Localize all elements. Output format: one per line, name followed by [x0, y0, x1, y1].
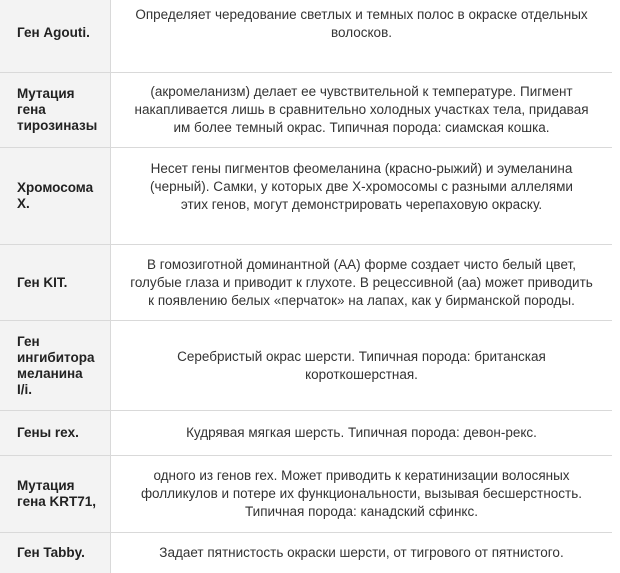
gene-cell — [0, 533, 111, 573]
gene-name: Ген Agouti. — [17, 25, 90, 40]
table-row — [0, 0, 612, 73]
table-row — [0, 73, 612, 148]
description-cell — [111, 456, 612, 532]
gene-name: Хромосома X. — [17, 180, 94, 211]
gene-name: Ген Tabby. — [17, 545, 85, 560]
description-cell — [111, 533, 612, 573]
gene-description: Определяет чередование светлых и темных полос в окраске отдельных волосков. — [135, 7, 588, 40]
gene-cell — [0, 411, 111, 455]
gene-description: Серебристый окрас шерсти. Типичная порода: британская короткошерстная. — [177, 348, 546, 382]
gene-name: Ген KIT. — [17, 274, 68, 290]
table-row — [0, 321, 612, 411]
description-cell — [111, 411, 612, 455]
gene-cell — [0, 73, 111, 147]
description-cell — [111, 321, 612, 410]
gene-name: Ген ингибитора меланина I/i. — [17, 333, 95, 397]
gene-description: Задает пятнистость окраски шерсти, от тигрового от пятнистого. — [159, 545, 564, 560]
table-row — [0, 411, 612, 456]
table-row — [0, 533, 612, 573]
gene-description: Несет гены пигментов феомеланина (красно-рыжий) и эумеланина (черный). Самки, у которых две Х-хромосомы с разными аллелями этих генов, могут демонстрировать черепаховую окраску. — [150, 161, 573, 212]
table-row — [0, 456, 612, 533]
gene-description: В гомозиготной доминантной (АА) форме создает чисто белый цвет, голубые глаза и приводит к глухоте. В рецессивной (аа) может приводить к появлению белых «перчаток» на лапах, как у бирманской породы. — [130, 256, 593, 308]
table-row — [0, 245, 612, 321]
gene-name: Гены rex. — [17, 425, 79, 440]
gene-cell — [0, 0, 111, 72]
gene-cell — [0, 321, 111, 410]
gene-name: Мутация гена KRT71, — [17, 478, 97, 509]
gene-description: Кудрявая мягкая шерсть. Типичная порода: девон-рекс. — [186, 425, 537, 440]
gene-cell — [0, 245, 111, 320]
gene-cell — [0, 456, 111, 532]
gene-description: (акромеланизм) делает ее чувствительной к температуре. Пигмент накапливается лишь в сравнительно холодных участках тела, придавая им более темный окрас. Типичная порода: сиамская кошка. — [134, 84, 589, 135]
table-row — [0, 148, 612, 245]
gene-cell — [0, 148, 111, 244]
gene-name: Мутация гена тирозиназы — [17, 86, 98, 133]
description-cell — [111, 148, 612, 244]
gene-description: одного из генов rex. Может приводить к кератинизации волосяных фолликулов и потере их функциональности, вызывая бесшерстность. Типичная порода: канадский сфинкс. — [140, 468, 583, 519]
description-cell — [111, 73, 612, 147]
description-cell — [111, 245, 612, 320]
description-cell — [111, 0, 612, 72]
